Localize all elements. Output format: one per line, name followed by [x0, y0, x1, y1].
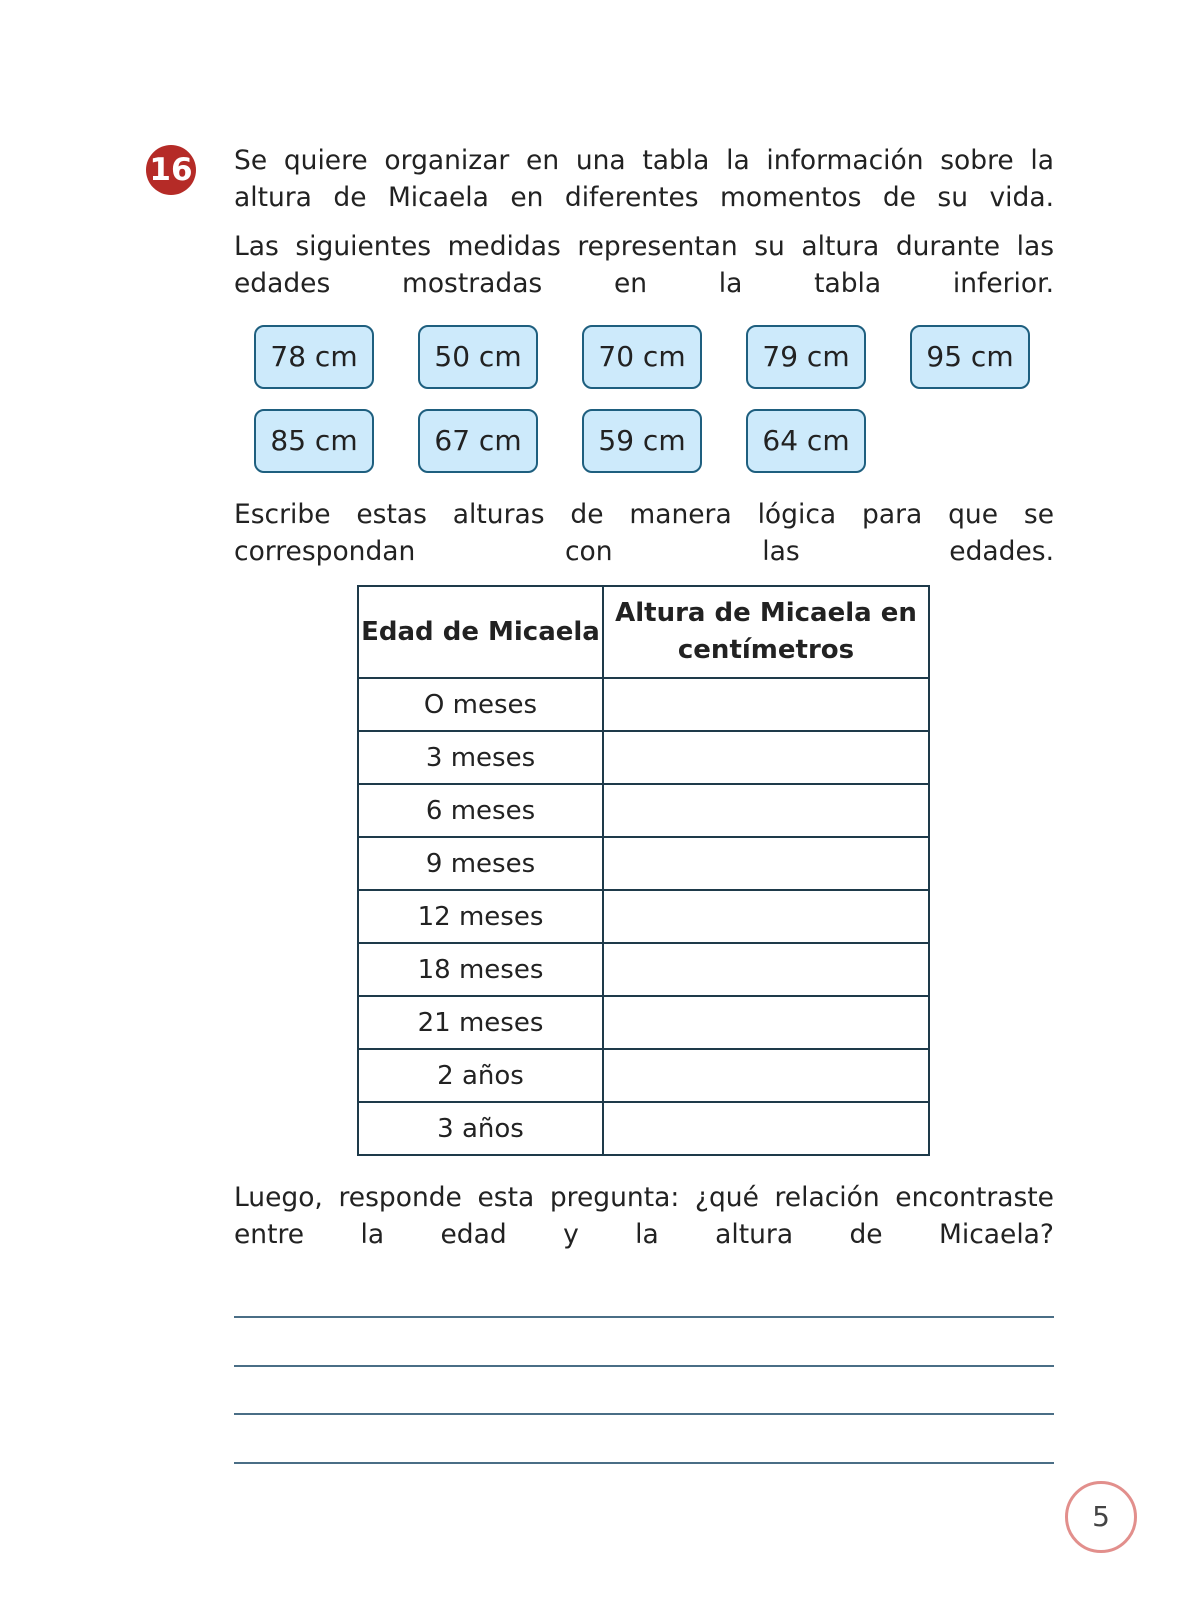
- table-row: [358, 1102, 929, 1155]
- age-cell: 2 años: [358, 1049, 603, 1102]
- height-answer-cell[interactable]: [603, 784, 929, 837]
- height-answer-cell[interactable]: [603, 731, 929, 784]
- answer-line[interactable]: [234, 1413, 1054, 1415]
- table-row: [358, 996, 929, 1049]
- height-card[interactable]: 85 cm: [254, 409, 374, 473]
- ages-heights-table: [357, 585, 930, 1156]
- age-cell: 3 años: [358, 1102, 603, 1155]
- age-cell: 6 meses: [358, 784, 603, 837]
- height-answer-cell[interactable]: [603, 1102, 929, 1155]
- height-card[interactable]: 50 cm: [418, 325, 538, 389]
- answer-line[interactable]: [234, 1462, 1054, 1464]
- height-card[interactable]: 64 cm: [746, 409, 866, 473]
- answer-line[interactable]: [234, 1365, 1054, 1367]
- age-cell: 9 meses: [358, 837, 603, 890]
- age-cell: O meses: [358, 678, 603, 731]
- height-answer-cell[interactable]: [603, 996, 929, 1049]
- question-text: Luego, responde esta pregunta: ¿qué relación encontraste entre la edad y la altura de Micaela?: [234, 1182, 1054, 1250]
- height-answer-cell[interactable]: [603, 837, 929, 890]
- age-cell: 21 meses: [358, 996, 603, 1049]
- height-card[interactable]: 59 cm: [582, 409, 702, 473]
- instruction-text: Escribe estas alturas de manera lógica para que se correspondan con las edades.: [234, 499, 1054, 567]
- height-answer-cell[interactable]: [603, 678, 929, 731]
- header-age: Edad de Micaela: [358, 586, 603, 678]
- problem-number-badge: 16: [146, 145, 196, 195]
- table-row: [358, 731, 929, 784]
- height-card[interactable]: 67 cm: [418, 409, 538, 473]
- answer-line[interactable]: [234, 1316, 1054, 1318]
- table-row: [358, 784, 929, 837]
- intro-text: Se quiere organizar en una tabla la información sobre la altura de Micaela en diferentes momentos de su vida.: [234, 145, 1054, 213]
- age-cell: 12 meses: [358, 890, 603, 943]
- height-answer-cell[interactable]: [603, 1049, 929, 1102]
- height-card[interactable]: 78 cm: [254, 325, 374, 389]
- age-cell: 18 meses: [358, 943, 603, 996]
- age-cell: 3 meses: [358, 731, 603, 784]
- table-row: [358, 890, 929, 943]
- height-card[interactable]: 79 cm: [746, 325, 866, 389]
- height-card[interactable]: 70 cm: [582, 325, 702, 389]
- table-row: [358, 837, 929, 890]
- height-card[interactable]: 95 cm: [910, 325, 1030, 389]
- height-answer-cell[interactable]: [603, 890, 929, 943]
- table-row: [358, 1049, 929, 1102]
- table-header-row: [358, 586, 929, 678]
- header-height: Altura de Micaela en centímetros: [603, 586, 929, 678]
- height-answer-cell[interactable]: [603, 943, 929, 996]
- measures-intro-text: Las siguientes medidas representan su altura durante las edades mostradas en la tabla inferior.: [234, 231, 1054, 299]
- table-row: [358, 943, 929, 996]
- page-number: 5: [1065, 1481, 1137, 1553]
- table-row: [358, 678, 929, 731]
